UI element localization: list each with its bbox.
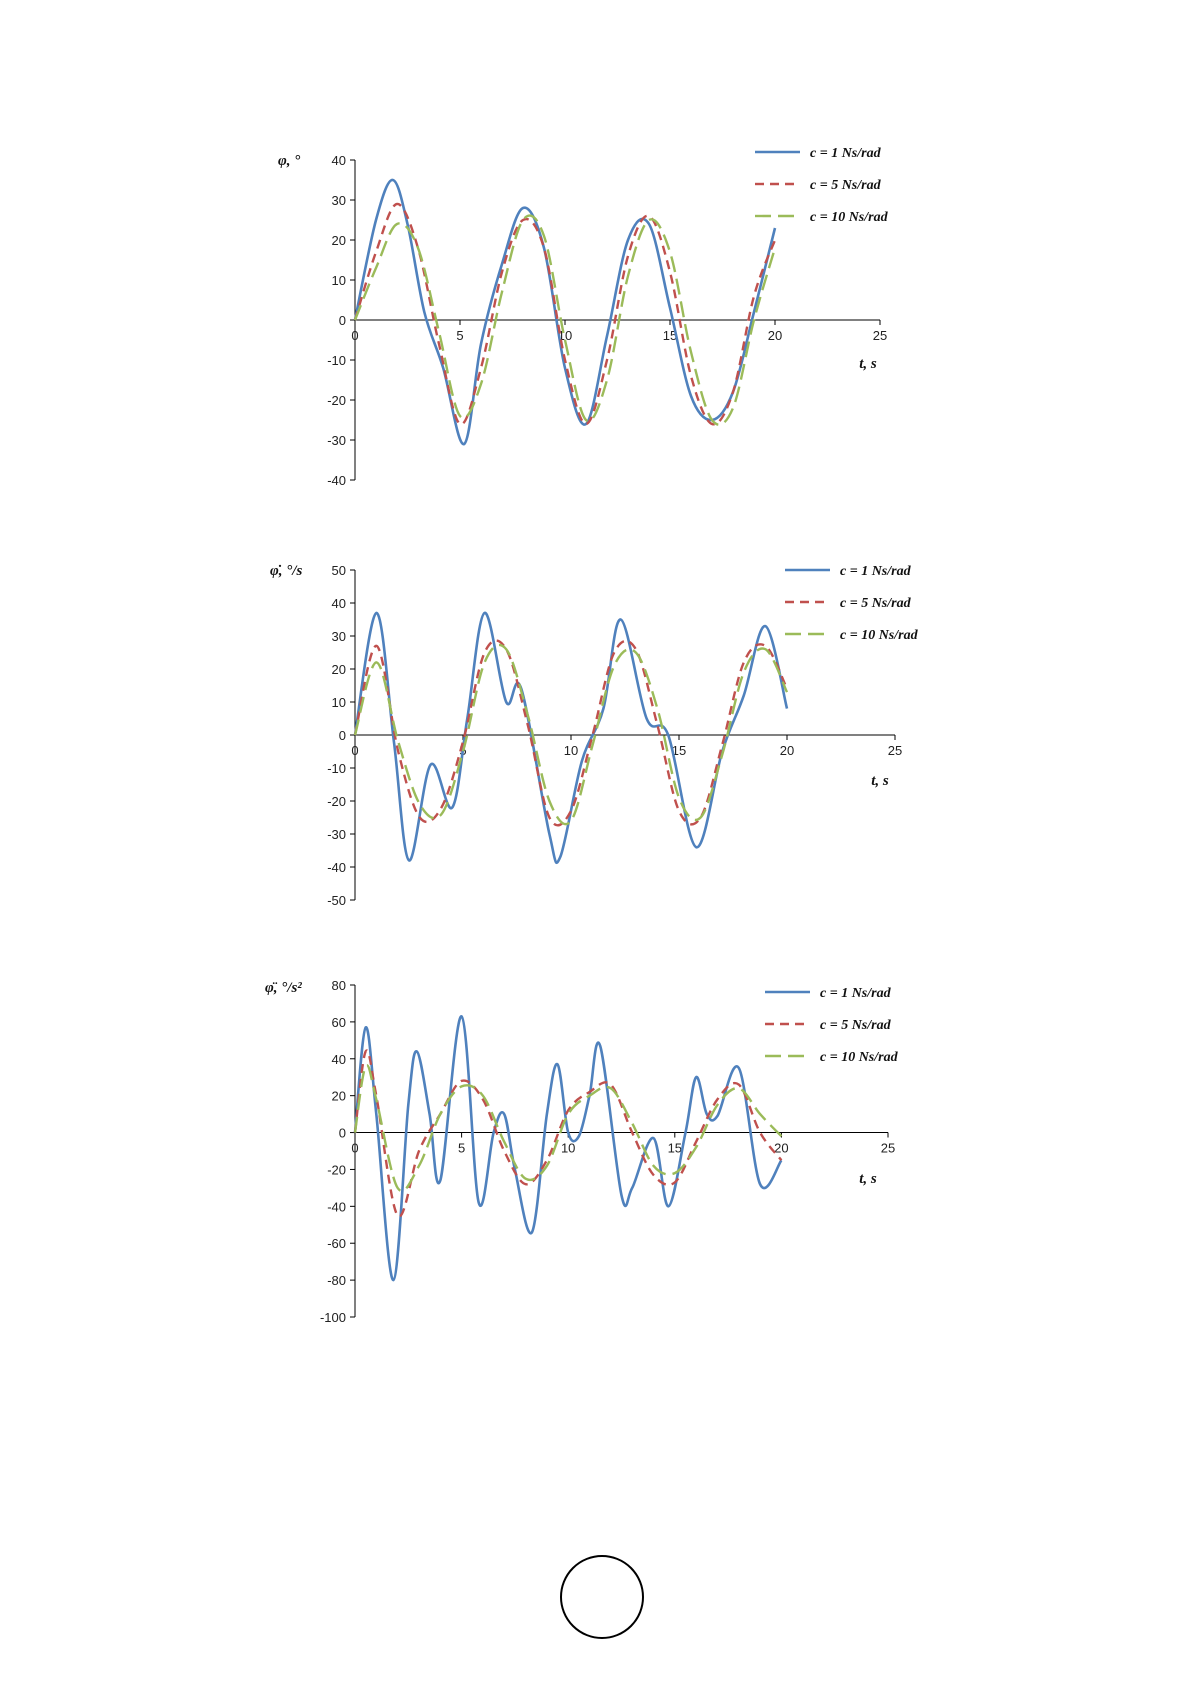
y-tick-label: 50 (331, 563, 346, 578)
legend-label: c = 1 Ns/rad (820, 986, 891, 1001)
y-tick-label: -40 (327, 1199, 346, 1215)
y-tick-label: -30 (327, 433, 346, 448)
y-tick-label: -20 (327, 393, 346, 408)
x-tick-label: 10 (557, 328, 573, 343)
y-tick-label: 0 (338, 728, 346, 743)
y-tick-label: 20 (331, 662, 346, 677)
y-tick-label: 80 (331, 978, 346, 993)
y-tick-label: 30 (331, 629, 346, 644)
y-axis-label: φ̇, °/s (270, 563, 303, 579)
y-axis-label: φ, ° (278, 153, 301, 169)
x-tick-label: 20 (774, 1140, 789, 1156)
y-tick-label: -60 (327, 1236, 346, 1252)
y-tick-label: 0 (338, 1125, 346, 1141)
x-tick-label: 0 (351, 743, 359, 758)
angle-chart-svg (0, 125, 1192, 505)
x-axis-label: t, s (871, 773, 889, 789)
legend-label: c = 1 Ns/rad (840, 564, 911, 579)
y-tick-label: 40 (331, 153, 346, 168)
angular-acceleration-chart-svg (0, 965, 1192, 1340)
x-tick-label: 5 (459, 743, 467, 758)
x-tick-label: 25 (887, 743, 903, 758)
angular-velocity-chart-svg (0, 545, 1192, 925)
y-tick-label: 40 (331, 1051, 346, 1067)
y-tick-label: -80 (327, 1273, 346, 1289)
y-tick-label: 40 (331, 596, 346, 611)
y-tick-label: -10 (327, 761, 346, 776)
series-c5-line (355, 641, 787, 826)
y-tick-label: -40 (327, 860, 346, 875)
y-tick-label: -10 (327, 353, 346, 368)
y-tick-label: -20 (327, 794, 346, 809)
y-tick-label: 20 (331, 1088, 346, 1104)
page-number-circle (560, 1555, 644, 1639)
legend-label: c = 5 Ns/rad (840, 596, 911, 611)
y-tick-label: -100 (319, 1310, 346, 1325)
x-tick-label: 25 (880, 1140, 896, 1156)
x-tick-label: 20 (779, 743, 795, 758)
legend-label: c = 1 Ns/rad (810, 146, 881, 161)
y-tick-label: 0 (338, 313, 346, 328)
legend-label: c = 10 Ns/rad (840, 628, 918, 643)
y-tick-label: 20 (331, 233, 346, 248)
x-tick-label: 15 (662, 328, 678, 343)
y-tick-label: 60 (331, 1014, 346, 1030)
y-tick-label: -30 (327, 827, 346, 842)
x-tick-label: 15 (667, 1140, 683, 1156)
angle-chart (0, 125, 1192, 505)
x-tick-label: 0 (351, 1140, 359, 1156)
y-axis-label: φ̈, °/s² (265, 980, 302, 996)
legend-label: c = 5 Ns/rad (810, 178, 881, 193)
x-tick-label: 25 (872, 328, 888, 343)
x-axis-label: t, s (859, 1171, 877, 1187)
y-tick-label: 30 (331, 193, 346, 208)
x-tick-label: 10 (563, 743, 579, 758)
x-axis-label: t, s (859, 356, 877, 372)
y-tick-label: 10 (331, 273, 346, 288)
x-tick-label: 10 (560, 1140, 576, 1156)
angular-acceleration-chart (0, 965, 1192, 1340)
x-tick-label: 5 (457, 1140, 466, 1156)
y-tick-label: 10 (331, 695, 346, 710)
series-c5-line (355, 204, 775, 424)
legend-label: c = 10 Ns/rad (810, 210, 888, 225)
y-tick-label: -20 (327, 1162, 346, 1178)
y-tick-label: -40 (327, 473, 346, 488)
x-tick-label: 20 (767, 328, 783, 343)
series-c1-line (355, 180, 775, 444)
x-tick-label: 0 (351, 328, 359, 343)
angular-velocity-chart (0, 545, 1192, 925)
y-tick-label: -50 (327, 893, 346, 908)
legend-label: c = 10 Ns/rad (820, 1050, 898, 1065)
legend-label: c = 5 Ns/rad (820, 1018, 891, 1033)
x-tick-label: 15 (671, 743, 687, 758)
x-tick-label: 5 (456, 328, 464, 343)
